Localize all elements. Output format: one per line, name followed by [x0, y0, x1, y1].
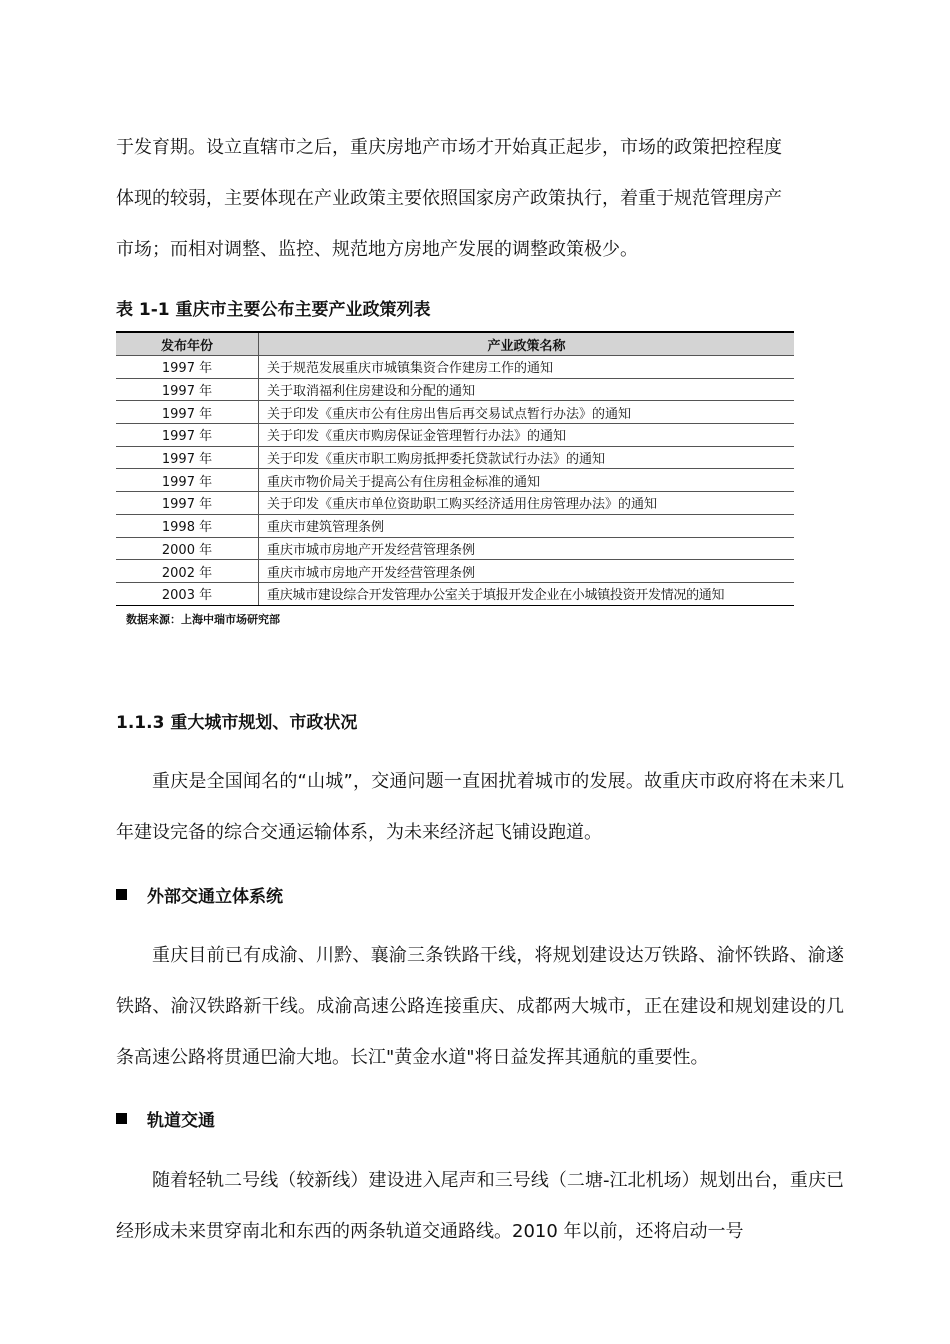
table-row — [116, 378, 794, 401]
square-bullet-icon — [116, 889, 127, 900]
external-heading — [116, 882, 283, 907]
table-row — [116, 560, 794, 583]
year-cell: 1997 年 — [116, 424, 259, 447]
policy-cell: 重庆市物价局关于提高公有住房租金标准的通知 — [259, 469, 795, 492]
policy-cell: 关于印发《重庆市职工购房抵押委托贷款试行办法》的通知 — [259, 446, 795, 469]
year-cell: 1997 年 — [116, 356, 259, 379]
intro-line-3: 市场；而相对调整、监控、规范地方房地产发展的调整政策极少。 — [116, 239, 638, 260]
policy-cell: 重庆市城市房地产开发经营管理条例 — [259, 560, 795, 583]
policy-cell: 关于印发《重庆市公有住房出售后再交易试点暂行办法》的通知 — [259, 401, 795, 424]
table-row — [116, 356, 794, 379]
intro-line-1: 于发育期。设立直辖市之后，重庆房地产市场才开始真正起步，市场的政策把控程度 — [116, 137, 782, 158]
policy-cell: 关于印发《重庆市购房保证金管理暂行办法》的通知 — [259, 424, 795, 447]
policy-cell: 关于取消福利住房建设和分配的通知 — [259, 378, 795, 401]
table-row — [116, 492, 794, 515]
year-cell: 1997 年 — [116, 446, 259, 469]
table-row — [116, 401, 794, 424]
section-heading: 1.1.3 重大城市规划、市政状况 — [116, 713, 358, 733]
table-row — [116, 514, 794, 537]
year-cell: 2002 年 — [116, 560, 259, 583]
policy-cell: 关于印发《重庆市单位资助职工购买经济适用住房管理办法》的通知 — [259, 492, 795, 515]
year-cell: 1998 年 — [116, 514, 259, 537]
rail-heading — [116, 1106, 215, 1131]
policy-table — [116, 331, 794, 606]
year-cell: 1997 年 — [116, 469, 259, 492]
year-cell: 1997 年 — [116, 378, 259, 401]
table-row — [116, 424, 794, 447]
policy-cell: 重庆市建筑管理条例 — [259, 514, 795, 537]
year-cell: 2000 年 — [116, 537, 259, 560]
table-row — [116, 469, 794, 492]
year-cell: 1997 年 — [116, 401, 259, 424]
external-paragraph: 重庆目前已有成渝、川黔、襄渝三条铁路干线，将规划建设达万铁路、渝怀铁路、渝遂铁路、渝汉铁路新干线。成渝高速公路连接重庆、成都两大城市，正在建设和规划建设的几条高速公路将贯通巴渝大地。长江"黄金水道"将日益发挥其通航的重要性。 — [116, 945, 844, 1068]
year-cell: 2003 年 — [116, 582, 259, 605]
table-row — [116, 537, 794, 560]
external-heading-text: 外部交通立体系统 — [147, 887, 283, 907]
rail-heading-text: 轨道交通 — [147, 1111, 215, 1131]
table-row — [116, 582, 794, 605]
intro-line-2: 体现的较弱，主要体现在产业政策主要依照国家房产政策执行，着重于规范管理房产 — [116, 188, 782, 209]
header-policy-name: 产业政策名称 — [259, 332, 795, 356]
policy-cell: 重庆城市建设综合开发管理办公室关于填报开发企业在小城镇投资开发情况的通知 — [259, 582, 795, 605]
table-row — [116, 446, 794, 469]
section-paragraph: 重庆是全国闻名的“山城”，交通问题一直困扰着城市的发展。故重庆市政府将在未来几年建设完备的综合交通运输体系，为未来经济起飞铺设跑道。 — [116, 771, 844, 843]
rail-paragraph: 随着轻轨二号线（较新线）建设进入尾声和三号线（二塘-江北机场）规划出台，重庆已经形成未来贯穿南北和东西的两条轨道交通路线。2010 年以前，还将启动一号 — [116, 1170, 844, 1242]
policy-cell: 重庆市城市房地产开发经营管理条例 — [259, 537, 795, 560]
policy-cell: 关于规范发展重庆市城镇集资合作建房工作的通知 — [259, 356, 795, 379]
table-title: 表 1-1 重庆市主要公布主要产业政策列表 — [116, 300, 431, 320]
table-header-row — [116, 332, 794, 356]
header-year: 发布年份 — [116, 332, 259, 356]
square-bullet-icon — [116, 1113, 127, 1124]
year-cell: 1997 年 — [116, 492, 259, 515]
table-source: 数据来源：上海中瑞市场研究部 — [126, 613, 280, 626]
